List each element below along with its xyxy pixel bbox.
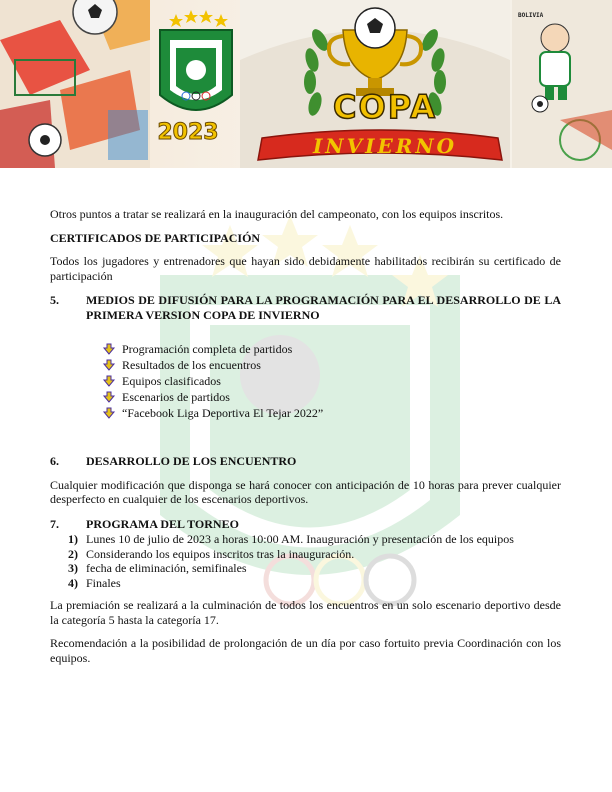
list-item-text: Escenarios de partidos: [122, 389, 230, 404]
award-paragraph: La premiación se realizará a la culminación de todos los encuentros en un solo escenario deportivo desde la categoría 5 hasta la categoría 17.: [50, 598, 561, 627]
document-body: [50, 207, 561, 665]
section-title: PROGRAMA DEL TORNEO: [86, 516, 239, 531]
section-title: DESARROLLO DE LOS ENCUENTRO: [86, 454, 297, 468]
section-7-heading: [50, 517, 561, 532]
section-5-heading: [50, 293, 561, 322]
arrow-bullet-icon: [102, 391, 116, 403]
list-item-text: Resultados de los encuentros: [122, 357, 261, 372]
media-list: [50, 341, 561, 421]
list-item: [68, 561, 561, 576]
arrow-bullet-icon: [102, 359, 116, 371]
list-item: [102, 373, 561, 389]
header-banner: [0, 0, 612, 168]
list-item-text: fecha de eliminación, semifinales: [86, 561, 247, 575]
section-number: 6.: [50, 454, 59, 468]
certificates-paragraph: Todos los jugadores y entrenadores que hayan sido debidamente habilitados recibirán su certificado de participación: [50, 254, 561, 283]
arrow-bullet-icon: [102, 407, 116, 419]
club-shield-logo: [160, 10, 232, 110]
list-item: [68, 532, 561, 547]
section-6-paragraph: Cualquier modificación que disponga se hará conocer con anticipación de 10 horas para prever cualquier desperfecto en cualquier de los escenarios deportivos.: [50, 477, 561, 506]
arrow-bullet-icon: [102, 375, 116, 387]
list-item-text: Considerando los equipos inscritos tras la inauguración.: [86, 546, 355, 561]
list-item-number: 4): [68, 575, 78, 590]
list-item-number: 3): [68, 561, 78, 575]
banner-invierno-title: INVIERNO: [312, 134, 458, 158]
list-item: [102, 405, 561, 421]
section-number: 7.: [50, 516, 59, 531]
arrow-bullet-icon: [102, 343, 116, 355]
tournament-program-list: [50, 532, 561, 590]
list-item-text: Finales: [86, 575, 121, 590]
banner-country-label: BOLIVIA: [518, 12, 544, 19]
banner-copa-title: COPA: [333, 88, 437, 126]
section-6-heading: [50, 454, 561, 469]
list-item: [68, 576, 561, 591]
section-title: MEDIOS DE DIFUSIÓN PARA LA PROGRAMACIÓN PARA EL DESARROLLO DE LA PRIMERA VERSION COPA DE INVIERNO: [86, 293, 561, 322]
banner-year: 2023: [157, 120, 219, 145]
list-item-number: 1): [68, 532, 78, 546]
list-item-text: Programación completa de partidos: [122, 341, 293, 356]
list-item: [102, 357, 561, 373]
list-item-text: “Facebook Liga Deportiva El Tejar 2022”: [122, 405, 324, 420]
list-item: [102, 389, 561, 405]
list-item: [68, 547, 561, 562]
certificates-heading: CERTIFICADOS DE PARTICIPACIÓN: [50, 230, 261, 245]
list-item-text: Equipos clasificados: [122, 373, 221, 388]
list-item-text: Lunes 10 de julio de 2023 a horas 10:00 AM. Inauguración y presentación de los equipos: [86, 532, 514, 546]
section-number: 5.: [50, 293, 59, 307]
list-item: [102, 341, 561, 357]
intro-paragraph: Otros puntos a tratar se realizará en la inauguración del campeonato, con los equipos inscritos.: [50, 207, 504, 221]
recommendation-paragraph: Recomendación a la posibilidad de prolongación de un día por caso fortuito previa Coordinación con los equipos.: [50, 636, 561, 665]
list-item-number: 2): [68, 546, 78, 561]
